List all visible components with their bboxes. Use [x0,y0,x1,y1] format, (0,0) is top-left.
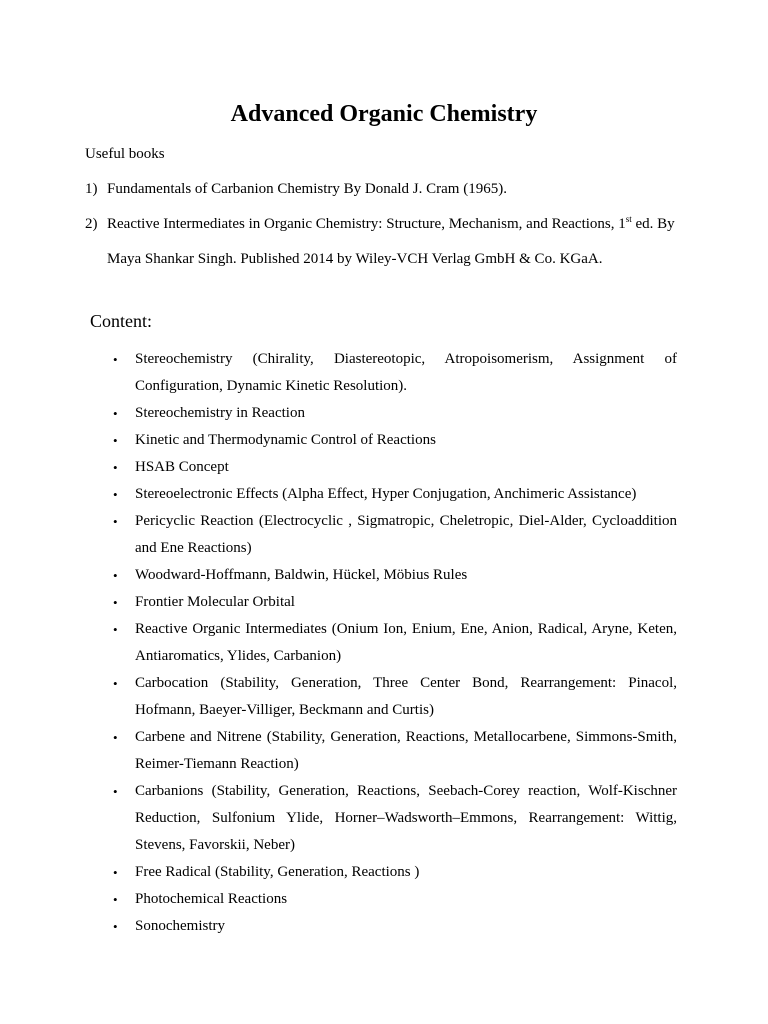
bullet-icon: • [113,784,118,799]
content-item-text: Free Radical (Stability, Generation, Reactions ) [135,864,420,880]
bullet-icon: • [113,622,118,637]
bullet-icon: • [113,487,118,502]
bullet-icon: • [113,406,118,421]
content-item-text: Stereoelectronic Effects (Alpha Effect, Hyper Conjugation, Anchimeric Assistance) [135,486,637,502]
content-heading: Content: [90,311,152,331]
content-item-text: Photochemical Reactions [135,891,288,907]
bullet-icon: • [113,919,118,934]
content-item-text: Carbene and Nitrene (Stability, Generation, Reactions, Metallocarbene, Simmons-Smith, Reimer-Tiemann Reaction) [135,729,677,772]
book-number: 2) [85,216,98,232]
book-title-text: Reactive Intermediates in Organic Chemistry: Structure, Mechanism, and Reactions, 1 [107,216,626,232]
bullet-icon: • [113,460,118,475]
content-item-text: HSAB Concept [135,459,229,475]
content-item-text: Frontier Molecular Orbital [135,594,295,610]
content-list-item [0,913,677,940]
content-item-text: Reactive Organic Intermediates (Onium Ion, Enium, Ene, Anion, Radical, Aryne, Keten, Antiaromatics, Ylides, Carbanion) [135,621,677,664]
content-list [0,346,677,940]
page-title: Advanced Organic Chemistry [230,101,538,127]
bullet-icon: • [113,433,118,448]
bullet-icon: • [113,568,118,583]
bullet-icon: • [113,352,118,367]
content-item-text: Stereochemistry in Reaction [135,405,305,421]
bullet-icon: • [113,865,118,880]
bullet-icon: • [113,595,118,610]
edition-superscript: st [625,214,632,224]
content-list-item [0,481,677,508]
content-list-item [0,616,677,670]
content-item-text: Pericyclic Reaction (Electrocyclic , Sigmatropic, Cheletropic, Diel-Alder, Cycloaddition and Ene Reactions) [135,513,677,556]
book-title [107,215,675,233]
content-item-text: Carbanions (Stability, Generation, Reactions, Seebach-Corey reaction, Wolf-Kischner Reduction, Sulfonium Ylide, Horner–Wadsworth–Emmons, Rearrangement: Wittig, Stevens, Favorskii, Neber) [135,783,677,853]
content-item-text: Kinetic and Thermodynamic Control of Reactions [135,432,436,448]
book-title-text-end: ed. By [631,216,675,232]
book-number: 1) [85,181,98,197]
content-list-item [0,859,677,886]
bullet-icon: • [113,892,118,907]
content-list-item [0,778,677,859]
book-title-continuation: Maya Shankar Singh. Published 2014 by Wiley-VCH Verlag GmbH & Co. KGaA. [107,251,603,267]
content-item-text: Carbocation (Stability, Generation, Three Center Bond, Rearrangement: Pinacol, Hofmann, Baeyer-Villiger, Beckmann and Curtis) [135,675,677,718]
bullet-icon: • [113,730,118,745]
content-item-text: Woodward-Hoffmann, Baldwin, Hückel, Möbius Rules [135,567,468,583]
content-list-item [0,400,677,427]
content-list-item [0,346,677,400]
content-list-item [0,427,677,454]
content-list-item [0,589,677,616]
bullet-icon: • [113,676,118,691]
content-list-item [0,562,677,589]
content-list-item [0,670,677,724]
content-item-text: Sonochemistry [135,918,225,934]
content-list-item [0,724,677,778]
content-item-text: Stereochemistry (Chirality, Diastereotopic, Atropoisomerism, Assignment of Configuration, Dynamic Kinetic Resolution). [135,351,677,394]
book-title: Fundamentals of Carbanion Chemistry By Donald J. Cram (1965). [107,181,507,197]
content-list-item [0,886,677,913]
bullet-icon: • [113,514,118,529]
content-list-item [0,454,677,481]
useful-books-heading: Useful books [85,146,165,162]
content-list-item [0,508,677,562]
